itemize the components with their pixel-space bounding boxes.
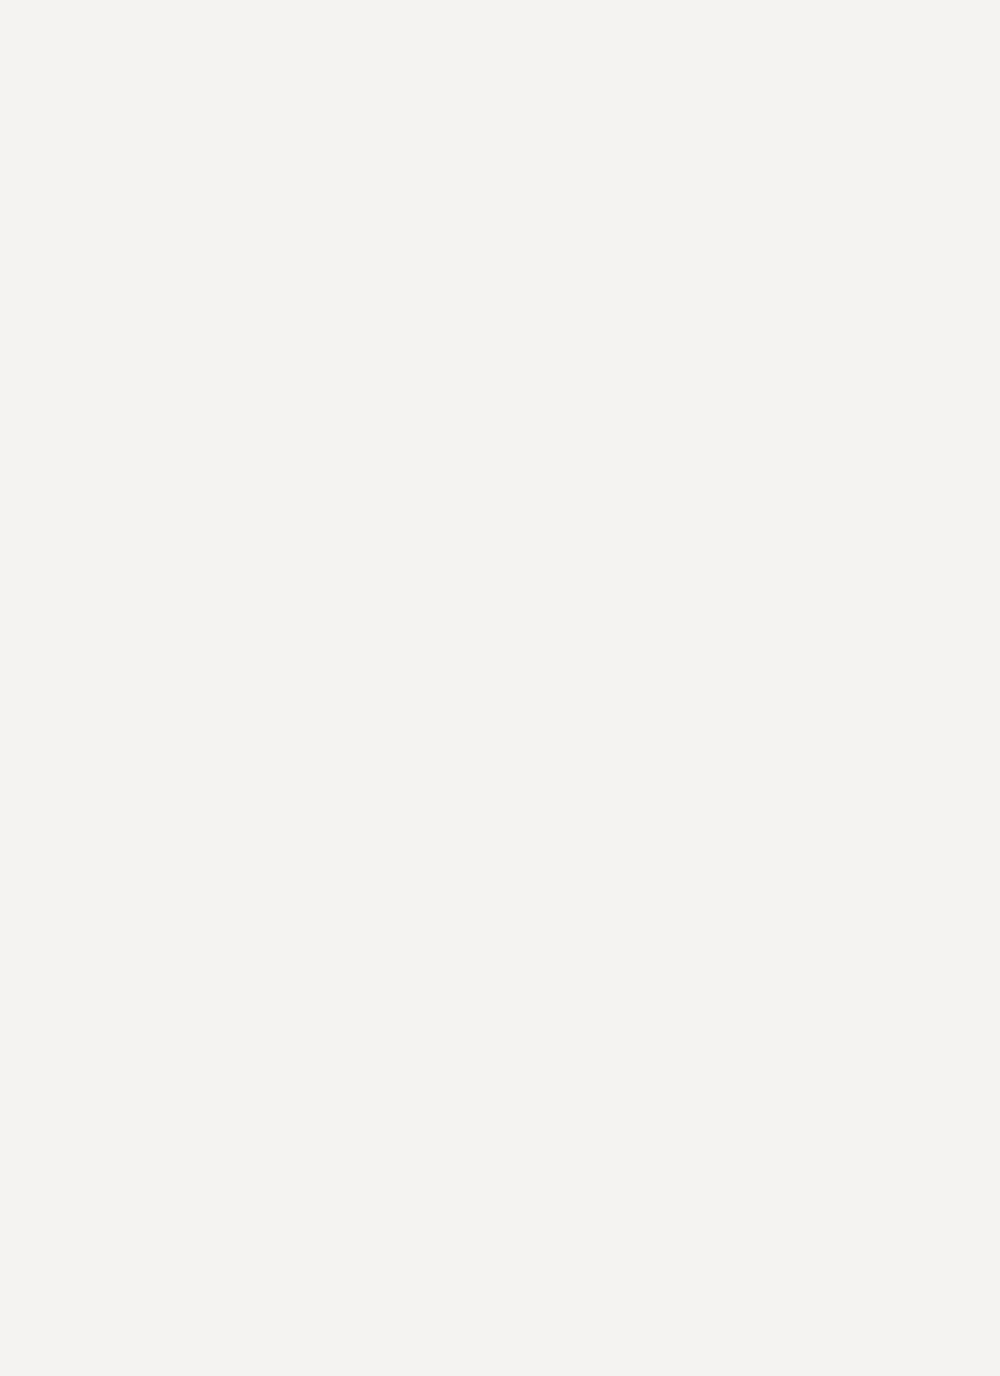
running-head [0, 88, 1000, 112]
